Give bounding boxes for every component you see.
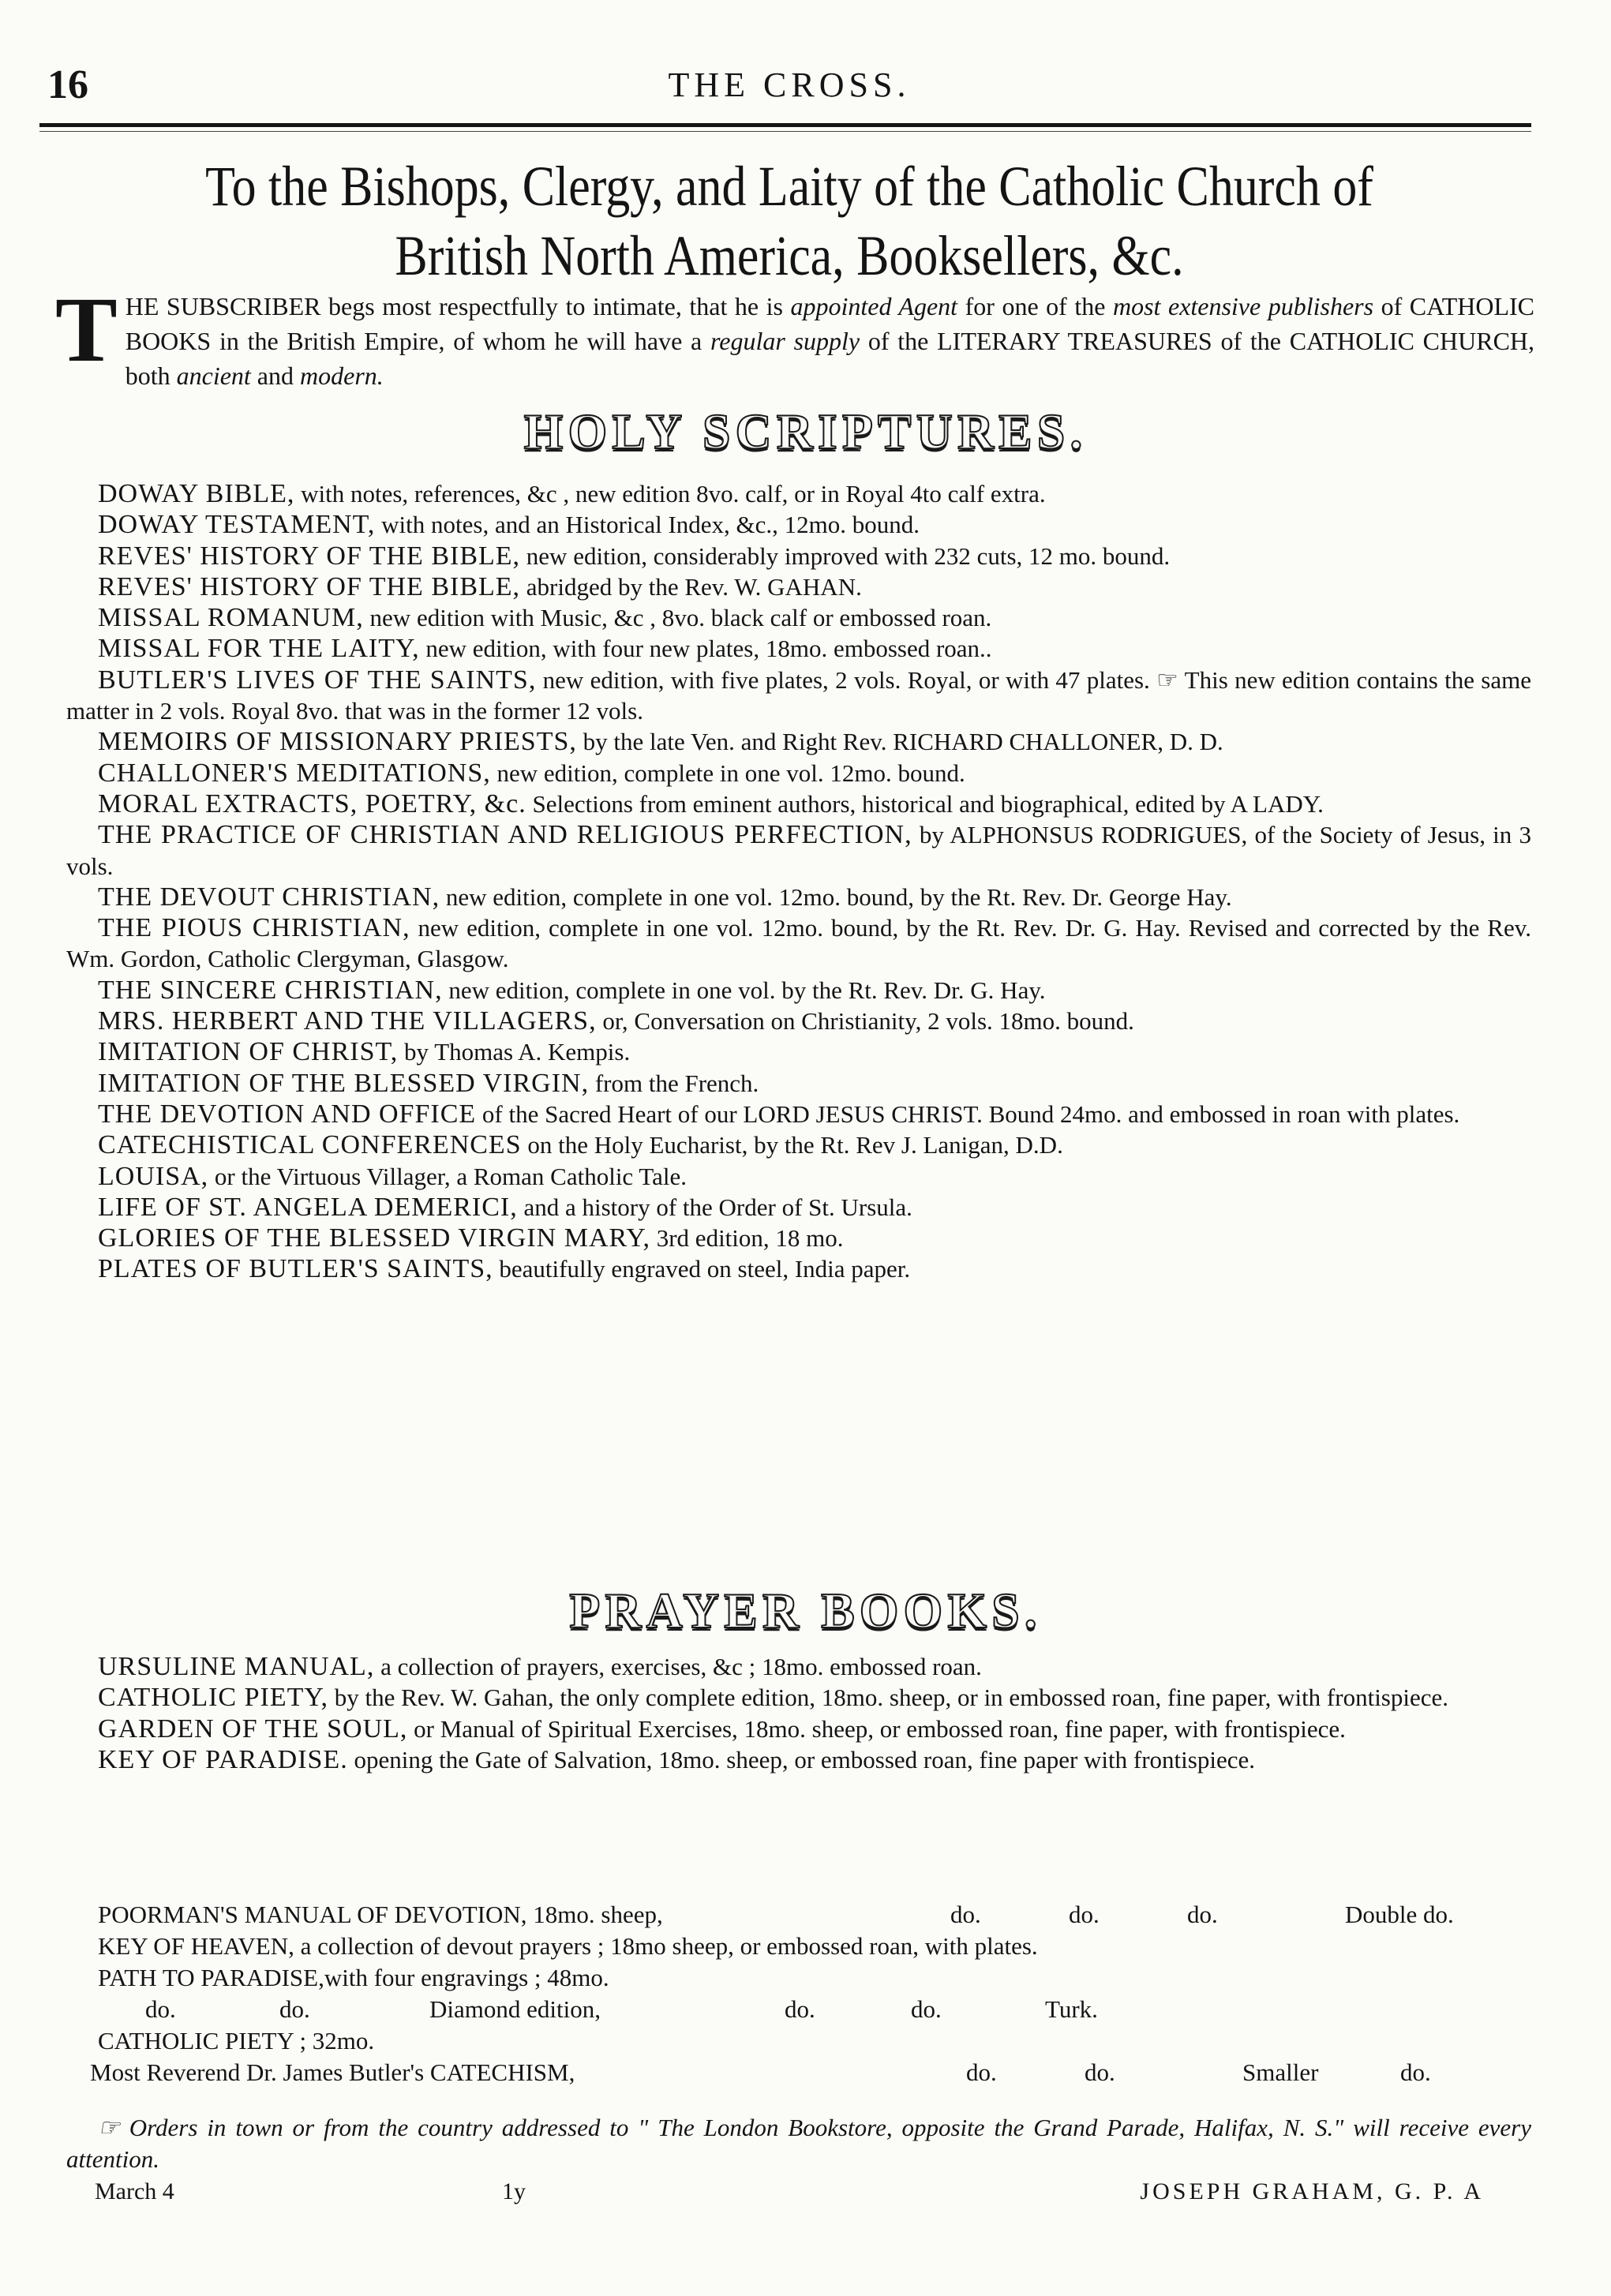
key-of-heaven-row — [66, 1931, 1531, 1962]
poorman-row — [66, 1899, 1531, 1931]
item-detail: new edition, complete in one vol. 12mo. bound, by the Rt. Rev. Dr. G. Hay. Revised and corrected by the Rev. Wm. Gordon, Catholic Clergyman, Glasgow. — [66, 914, 1531, 973]
item-detail: by ALPHONSUS RODRIGUES, of the Society of Jesus, in 3 vols. — [66, 821, 1532, 880]
item-title: IMITATION OF CHRIST, — [98, 1037, 399, 1067]
item-title: IMITATION OF THE BLESSED VIRGIN, — [98, 1068, 590, 1098]
item-detail: new edition, complete in one vol. 12mo. bound. — [490, 758, 965, 787]
edition-label: Diamond edition, — [429, 1995, 601, 2023]
item-title: THE DEVOUT CHRISTIAN, — [98, 882, 440, 912]
prayer-books-table — [66, 1899, 1531, 2088]
list-item — [66, 758, 1531, 788]
intro-text: HE SUBSCRIBER begs most respectfully to intimate, that he is — [125, 292, 791, 320]
catholic-piety-32-row — [66, 2025, 1531, 2057]
item-title: THE PIOUS CHRISTIAN, — [98, 913, 410, 943]
item-detail: new edition, complete in one vol. 12mo. bound, by the Rt. Rev. Dr. George Hay. — [440, 882, 1232, 911]
ditto-mark: do. — [785, 1995, 815, 2023]
list-item — [66, 1006, 1531, 1036]
list-item — [66, 602, 1531, 633]
item-detail: on the Holy Eucharist, by the Rt. Rev J. Lanigan, D.D. — [521, 1131, 1063, 1159]
item-detail: by the late Ven. and Right Rev. RICHARD CHALLONER, D. D. — [576, 728, 1223, 756]
item-detail: or Manual of Spiritual Exercises, 18mo. sheep, or embossed roan, fine paper, with frontispiece. — [407, 1714, 1346, 1743]
list-item — [66, 1036, 1531, 1067]
list-item — [66, 788, 1531, 819]
item-detail: with four engravings ; 48mo. — [324, 1964, 609, 1991]
list-item: Most Reverend Dr. James Butler's CATECHISM, — [90, 2058, 575, 2086]
item-detail: of the Sacred Heart of our LORD JESUS CHRIST. Bound 24mo. and embossed in roan with plates. — [476, 1099, 1460, 1128]
list-item — [66, 478, 1531, 509]
item-title-text: PATH TO PARADISE, — [98, 1964, 324, 1991]
item-title: DOWAY BIBLE, — [98, 479, 295, 508]
item-title: PLATES OF BUTLER'S SAINTS, — [98, 1254, 493, 1284]
ditto-mark: do. — [1400, 2058, 1431, 2086]
item-title: LIFE OF ST. ANGELA DEMERICI, — [98, 1192, 518, 1222]
header-rule — [39, 123, 1531, 127]
list-item: CATHOLIC PIETY ; 32mo. — [98, 2027, 375, 2054]
item-detail: new edition, considerably improved with 232 cuts, 12 mo. bound. — [520, 541, 1171, 570]
intro-italic: appointed Agent — [790, 292, 958, 320]
binding-label: Turk. — [1045, 1995, 1098, 2023]
item-title: MEMOIRS OF MISSIONARY PRIESTS, — [98, 727, 577, 757]
ditto-mark: do. — [145, 1995, 176, 2023]
list-item — [66, 1099, 1531, 1129]
item-title: MORAL EXTRACTS, POETRY, &c. — [98, 788, 526, 818]
drop-cap: T — [55, 278, 118, 381]
intro-italic: most extensive publishers — [1112, 292, 1374, 320]
intro-paragraph — [55, 278, 1535, 393]
orders-notice: ☞ Orders in town or from the country addressed to " The London Bookstore, opposite the Grand Parade, Halifax, N. S." will receive every attention. — [66, 2114, 1531, 2173]
item-detail: new edition, with five plates, 2 vols. Royal, or with 47 plates. ☞ This new edition contains the same matter in 2 vols. Royal 8vo. that was in the former 12 vols. — [66, 665, 1532, 725]
intro-italic: modern. — [300, 361, 384, 390]
list-item — [66, 726, 1531, 757]
list-item — [66, 1651, 1531, 1682]
page-header — [47, 62, 1531, 117]
list-item — [66, 819, 1531, 882]
item-title — [98, 1931, 1038, 1962]
list-item — [66, 665, 1531, 727]
size-label: Smaller — [1242, 2058, 1319, 2086]
item-detail: opening the Gate of Salvation, 18mo. sheep, or embossed roan, fine paper with frontispiece. — [347, 1745, 1255, 1774]
advertisement-headline: To the Bishops, Clergy, and Laity of the Catholic Church of British North America, Booksellers, &c. — [205, 155, 1373, 287]
list-item — [66, 1161, 1531, 1192]
intro-text: and — [250, 361, 300, 390]
list-item — [66, 1682, 1531, 1713]
item-detail: new edition, complete in one vol. by the Rt. Rev. Dr. G. Hay. — [442, 976, 1046, 1004]
list-item — [66, 1068, 1531, 1099]
section-heading-prayer-books: PRAYER BOOKS. — [569, 1582, 1042, 1639]
item-title: URSULINE MANUAL, — [98, 1652, 375, 1681]
item-detail: or, Conversation on Christianity, 2 vols. 18mo. bound. — [596, 1007, 1134, 1036]
page-number: 16 — [47, 62, 88, 107]
item-title: CATECHISTICAL CONFERENCES — [98, 1130, 522, 1160]
item-detail: or the Virtuous Villager, a Roman Catholic Tale. — [208, 1162, 687, 1190]
list-item — [66, 571, 1531, 602]
item-detail: abridged by the Rev. W. GAHAN. — [520, 572, 862, 601]
item-title: BUTLER'S LIVES OF THE SAINTS, — [98, 665, 537, 695]
item-title: THE DEVOTION AND OFFICE — [98, 1099, 477, 1129]
list-item — [66, 1129, 1531, 1160]
list-item — [66, 1744, 1531, 1775]
item-detail: a collection of devout prayers ; 18mo sheep, or embossed roan, with plates. — [294, 1932, 1038, 1960]
item-detail: with notes, and an Historical Index, &c., 12mo. bound. — [375, 511, 920, 539]
holy-scriptures-list — [66, 478, 1531, 1285]
item-title: LOUISA, — [98, 1161, 209, 1191]
item-title: MISSAL FOR THE LAITY, — [98, 634, 420, 664]
item-title-text: KEY OF HEAVEN, — [98, 1932, 294, 1960]
prayer-books-list — [66, 1651, 1531, 1775]
item-title: THE PRACTICE OF CHRISTIAN AND RELIGIOUS PERFECTION, — [98, 820, 912, 850]
item-title: REVES' HISTORY OF THE BIBLE, — [98, 541, 521, 571]
item-title: MISSAL ROMANUM, — [98, 603, 364, 633]
item-detail: new edition with Music, &c , 8vo. black calf or embossed roan. — [363, 604, 992, 632]
intro-text: for one of the — [957, 292, 1113, 320]
list-item — [66, 541, 1531, 571]
item-detail: by Thomas A. Kempis. — [398, 1038, 631, 1066]
list-item — [66, 882, 1531, 912]
item-detail: and a history of the Order of St. Ursula. — [517, 1193, 912, 1221]
item-title: KEY OF PARADISE. — [98, 1744, 348, 1774]
intro-italic: ancient — [176, 361, 251, 390]
advertiser-signature: JOSEPH GRAHAM, G. P. A — [1140, 2178, 1484, 2204]
item-title: GLORIES OF THE BLESSED VIRGIN MARY, — [98, 1223, 650, 1253]
item-detail: new edition, with four new plates, 18mo. embossed roan.. — [419, 635, 992, 663]
path-to-paradise-row — [66, 1962, 1531, 1994]
list-item — [66, 1253, 1531, 1284]
ditto-mark: do. — [1069, 1901, 1100, 1928]
catechism-row — [66, 2057, 1531, 2088]
intro-italic: regular supply — [710, 327, 860, 355]
insertion-date: March 4 — [95, 2178, 174, 2204]
ditto-mark: do. — [1085, 2058, 1115, 2086]
item-title: DOWAY TESTAMENT, — [98, 510, 376, 540]
intro-text: of the LITERARY TREASURES of the CATHOLIC CHURCH, both — [125, 327, 1535, 390]
ditto-mark: Double do. — [1345, 1901, 1454, 1928]
list-item — [66, 1192, 1531, 1223]
item-title: CATHOLIC PIETY, — [98, 1683, 329, 1713]
ditto-mark: do. — [1187, 1901, 1218, 1928]
diamond-edition-row — [66, 1994, 1531, 2025]
ditto-mark: do. — [279, 1995, 310, 2023]
item-detail: beautifully engraved on steel, India paper. — [493, 1255, 911, 1283]
ditto-mark: do. — [911, 1995, 942, 2023]
list-item — [66, 1223, 1531, 1253]
section-heading-holy-scriptures: HOLY SCRIPTURES. — [523, 403, 1088, 459]
ditto-mark: do. — [950, 1901, 981, 1928]
item-detail: by the Rev. W. Gahan, the only complete edition, 18mo. sheep, or in embossed roan, fine paper, with frontispiece. — [328, 1684, 1449, 1712]
running-title: THE CROSS. — [668, 66, 911, 104]
item-detail: with notes, references, &c , new edition 8vo. calf, or in Royal 4to calf extra. — [294, 480, 1046, 508]
item-detail: 3rd edition, 18 mo. — [650, 1224, 844, 1253]
ditto-mark: do. — [966, 2058, 997, 2086]
item-detail: Selections from eminent authors, historical and biographical, edited by A LADY. — [526, 789, 1324, 818]
item-title: MRS. HERBERT AND THE VILLAGERS, — [98, 1006, 597, 1036]
item-title: REVES' HISTORY OF THE BIBLE, — [98, 571, 521, 601]
header-rule-thin — [39, 131, 1531, 132]
item-title: CHALLONER'S MEDITATIONS, — [98, 758, 491, 788]
item-title: THE SINCERE CHRISTIAN, — [98, 975, 443, 1005]
list-item — [66, 633, 1531, 664]
item-detail: a collection of prayers, exercises, &c ; 18mo. embossed roan. — [374, 1653, 982, 1680]
list-item — [66, 509, 1531, 540]
list-item — [66, 975, 1531, 1006]
list-item — [66, 912, 1531, 975]
item-detail: from the French. — [589, 1069, 759, 1097]
list-item: POORMAN'S MANUAL OF DEVOTION, 18mo. sheep, — [98, 1901, 663, 1928]
item-title: GARDEN OF THE SOUL, — [98, 1714, 408, 1744]
list-item — [66, 1714, 1531, 1744]
intro-text: of CATHOLIC BOOKS in the British Empire, of whom he will have a — [125, 292, 1535, 355]
insertion-code: 1y — [502, 2178, 526, 2204]
